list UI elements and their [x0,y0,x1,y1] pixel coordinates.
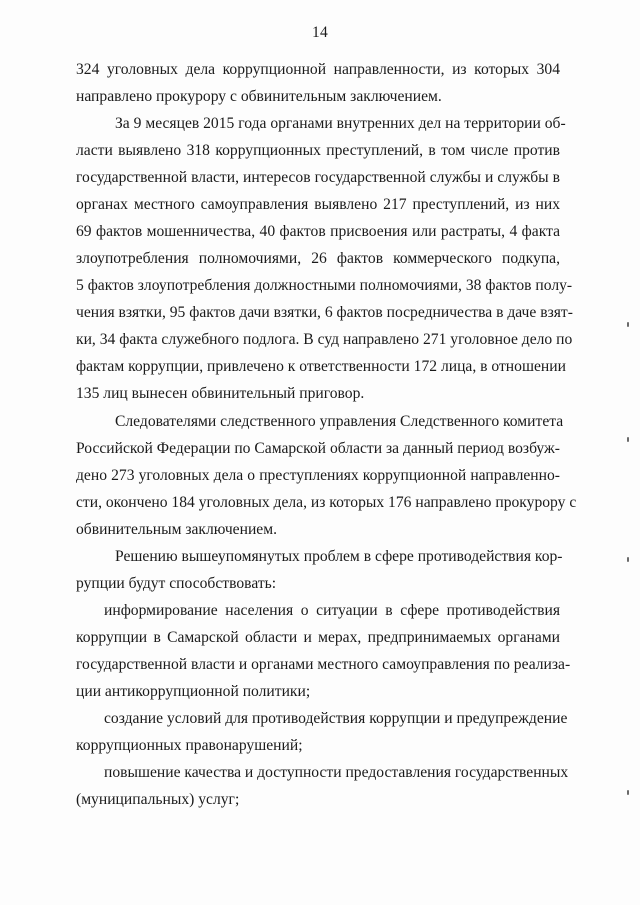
text-line: создание условий для противодействия коррупции и предупреждение [104,710,568,727]
text-line: 5 фактов злоупотребления должностными полномочиями, 38 фактов полу- [76,277,573,294]
text-line: За 9 месяцев 2015 года органами внутренних дел на территории об- [115,115,566,132]
text-line: 69 фактов мошенничества, 40 фактов присвоения или растраты, 4 факта [76,223,560,240]
text-line: направлено прокурору с обвинительным заключением. [76,88,442,105]
text-line: органах местного самоуправления выявлено 217 преступлений, из них [76,196,560,213]
scan-speck [627,557,629,562]
text-line: рупции будут способствовать: [76,575,277,592]
text-line: чения взятки, 95 фактов дачи взятки, 6 фактов посредничества в даче взят- [76,304,573,321]
text-line: злоупотребления полномочиями, 26 фактов коммерческого подкупа, [76,250,560,267]
text-line: ласти выявлено 318 коррупционных преступлений, в том числе против [76,142,560,159]
text-line: Следователями следственного управления Следственного комитета [115,413,564,430]
text-line: ции антикоррупционной политики; [76,683,311,700]
text-line: государственной власти и органами местного самоуправления по реализа- [76,656,571,673]
text-line: Российской Федерации по Самарской области за данный период возбуж- [76,440,560,457]
text-line: коррупции в Самарской области и мерах, предпринимаемых органами [76,629,560,646]
scan-speck [627,790,629,795]
text-line: фактам коррупции, привлечено к ответственности 172 лица, в отношении [76,358,566,375]
text-line: 324 уголовных дела коррупционной направленности, из которых 304 [76,61,560,78]
text-line: государственной власти, интересов государственной службы и службы в [76,169,560,186]
text-line: (муниципальных) услуг; [76,791,240,808]
page-number: 14 [311,24,329,41]
text-line: Решению вышеупомянутых проблем в сфере противодействия кор- [115,548,563,565]
text-line: обвинительным заключением. [76,521,277,538]
text-line: 135 лиц вынесен обвинительный приговор. [76,385,365,402]
text-line: коррупционных правонарушений; [76,737,303,754]
text-line: информирование населения о ситуации в сфере противодействия [104,602,560,619]
text-line: повышение качества и доступности предоставления государственных [104,764,569,781]
scan-speck [627,437,629,442]
text-line: сти, окончено 184 уголовных дела, из которых 176 направлено прокурору с [76,494,577,511]
scan-speck [627,322,629,327]
text-line: ки, 34 факта служебного подлога. В суд направлено 271 уголовное дело по [76,331,573,348]
text-line: дено 273 уголовных дела о преступлениях коррупционной направленно- [76,467,560,484]
